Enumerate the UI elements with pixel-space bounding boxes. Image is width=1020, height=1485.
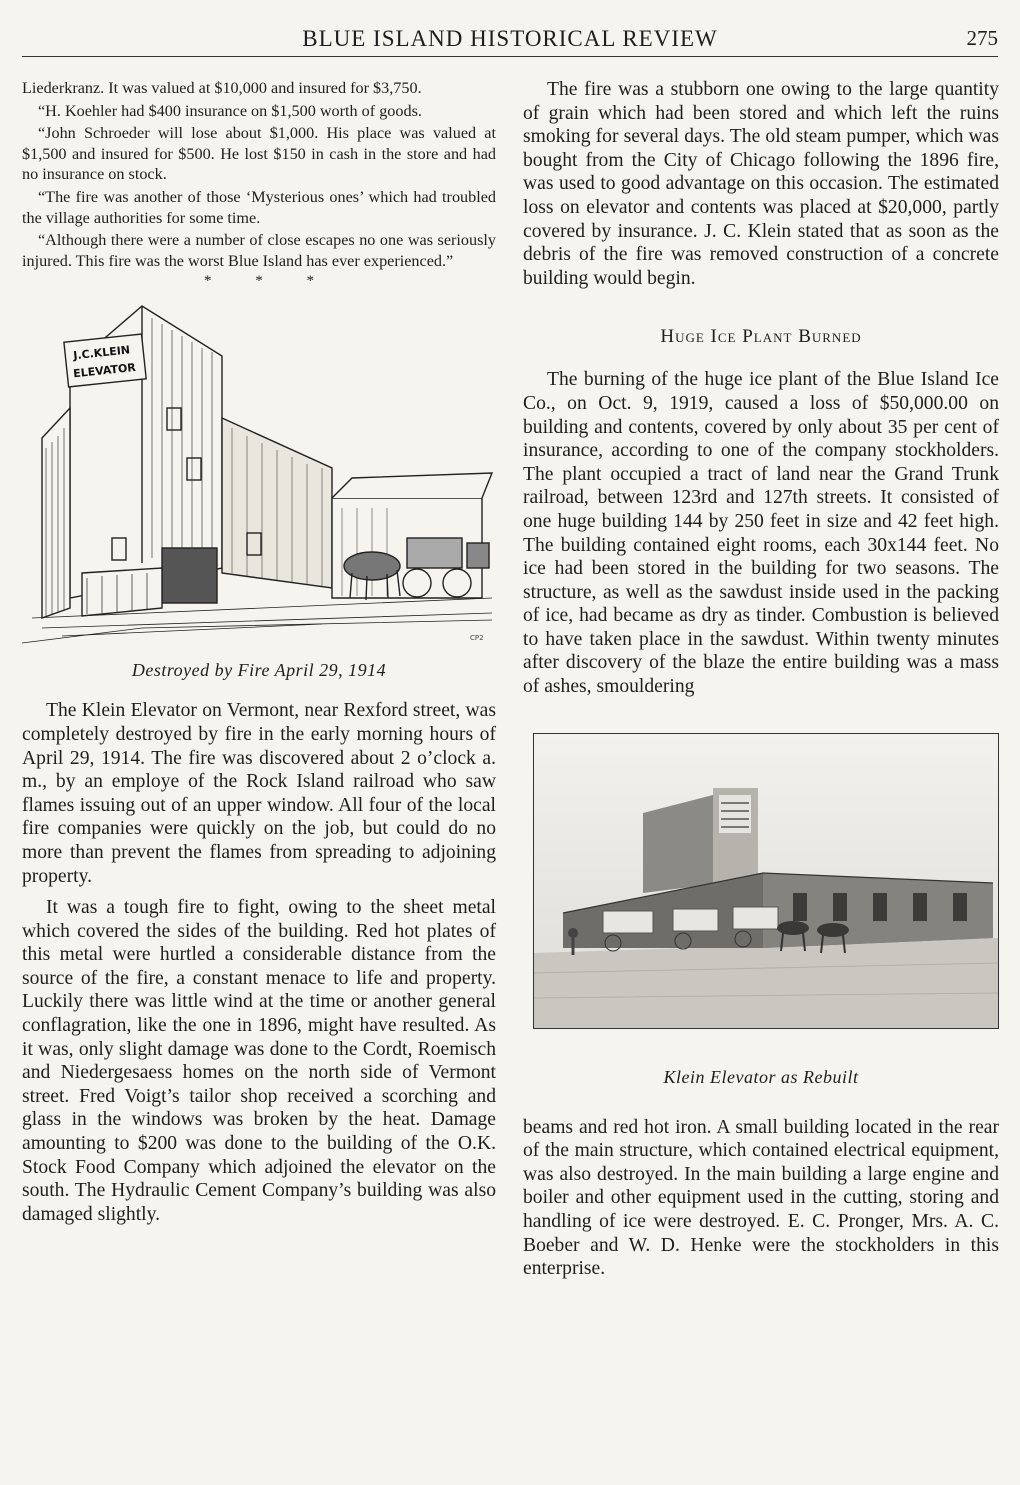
- quote-paragraph: “The fire was another of those ‘Mysterious ones’ which had troubled the village authorities for some time.: [22, 187, 496, 227]
- artist-mark: CP2: [470, 634, 484, 643]
- article-paragraph: The burning of the huge ice plant of the Blue Island Ice Co., on Oct. 9, 1919, caused a loss of $50,000.00 on building and contents, covered by only about 35 per cent of insurance, according to one of the company stockholders. The plant occupied a tract of land near the Grand Trunk railroad, between 123rd and 127th streets. It consisted of one huge building 144 by 250 feet in size and 42 feet high. The building contained eight rooms, each 30x144 feet. No ice had been stored in the building for two seasons. The structure, as well as the sawdust inside used in the packing of ice, had became as dry as tinder. Combustion is believed to have taken place in the sawdust. Within twenty minutes after discovery of the blaze the entire building was a mass of ashes, smouldering: [523, 369, 999, 698]
- article-paragraph: The fire was a stubborn one owing to the large quantity of grain which had been stored and which left the ruins smoking for several days. The old steam pumper, which was bought from the City of Chicago following the 1896 fire, was used to good advantage on this occasion. The estimated loss on elevator and contents was placed at $20,000, partly covered by insurance. J. C. Klein stated that as soon as the debris of the fire was removed construction of a concrete building would begin.: [523, 79, 999, 289]
- article-paragraph: It was a tough fire to fight, owing to the sheet metal which covered the sides of the building. Red hot plates of this metal were hurtled a considerable distance from the source of the fire, a constant menace to life and property. Luckily there was little wind at the time or another general conflagration, like the one in 1896, might have resulted. As it was, only slight damage was done to the Cordt, Roemisch and Niedergesaess homes on the north side of Vermont street. Fred Voigt’s tailor shop received a scorching and glass in the windows was broken by the heat. Damage amounting to $200 was done to the building of the O.K. Stock Food Company which adjoined the elevator on the south. The Hydraulic Cement Company’s building was also damaged slightly.: [22, 897, 496, 1225]
- rebuilt-elevator-photo: [533, 733, 999, 1029]
- quote-paragraph: “H. Koehler had $400 insurance on $1,500 worth of goods.: [38, 101, 422, 120]
- article-paragraph: beams and red hot iron. A small building located in the rear of the main structure, which contained electrical equipment, was also destroyed. In the main building a large engine and boiler and other equipment used in the cutting, storing and handling of ice were destroyed. E. C. Pronger, Mrs. A. C. Boeber and W. D. Henke were the stockholders in this enterprise.: [523, 1116, 999, 1280]
- figure-caption-destroyed: Destroyed by Fire April 29, 1914: [131, 660, 387, 681]
- sign-line2: ELEVATOR: [72, 361, 137, 381]
- elevator-illustration: [22, 298, 496, 681]
- section-separator: * * *: [204, 273, 334, 290]
- klein-fire-article: [22, 699, 496, 1226]
- right-column: [523, 78, 999, 1281]
- article-paragraph: The Klein Elevator on Vermont, near Rexford street, was completely destroyed by fire in the early morning hours of April 29, 1914. The fire was discovered about 2 o’clock a. m., by an employe of the Rock Island railroad who saw flames issuing out of an upper window. All four of the local fire companies were quickly on the job, but could do no more than prevent the flames from spreading to adjoining property.: [22, 700, 496, 887]
- quoted-report: [22, 78, 496, 271]
- quote-paragraph: Liederkranz. It was valued at $10,000 and insured for $3,750.: [22, 79, 422, 97]
- rebuilt-photo: [533, 733, 999, 1088]
- journal-title: BLUE ISLAND HISTORICAL REVIEW: [302, 26, 718, 51]
- quote-paragraph: “John Schroeder will lose about $1,000. His place was valued at $1,500 and insured for $500. He lost $150 in cash in the store and had no insurance on stock.: [22, 124, 496, 184]
- left-column: [22, 78, 496, 1226]
- section-heading: Huge Ice Plant Burned: [660, 326, 862, 348]
- sign-line1: J.C.KLEIN: [72, 343, 131, 363]
- figure-caption-rebuilt: Klein Elevator as Rebuilt: [663, 1066, 859, 1087]
- elevator-drawing: [22, 298, 496, 648]
- quote-paragraph: “Although there were a number of close escapes no one was seriously injured. This fire was the worst Blue Island has ever experienced.”: [22, 231, 496, 270]
- page-number: 275: [966, 26, 998, 50]
- page-header: [22, 26, 998, 57]
